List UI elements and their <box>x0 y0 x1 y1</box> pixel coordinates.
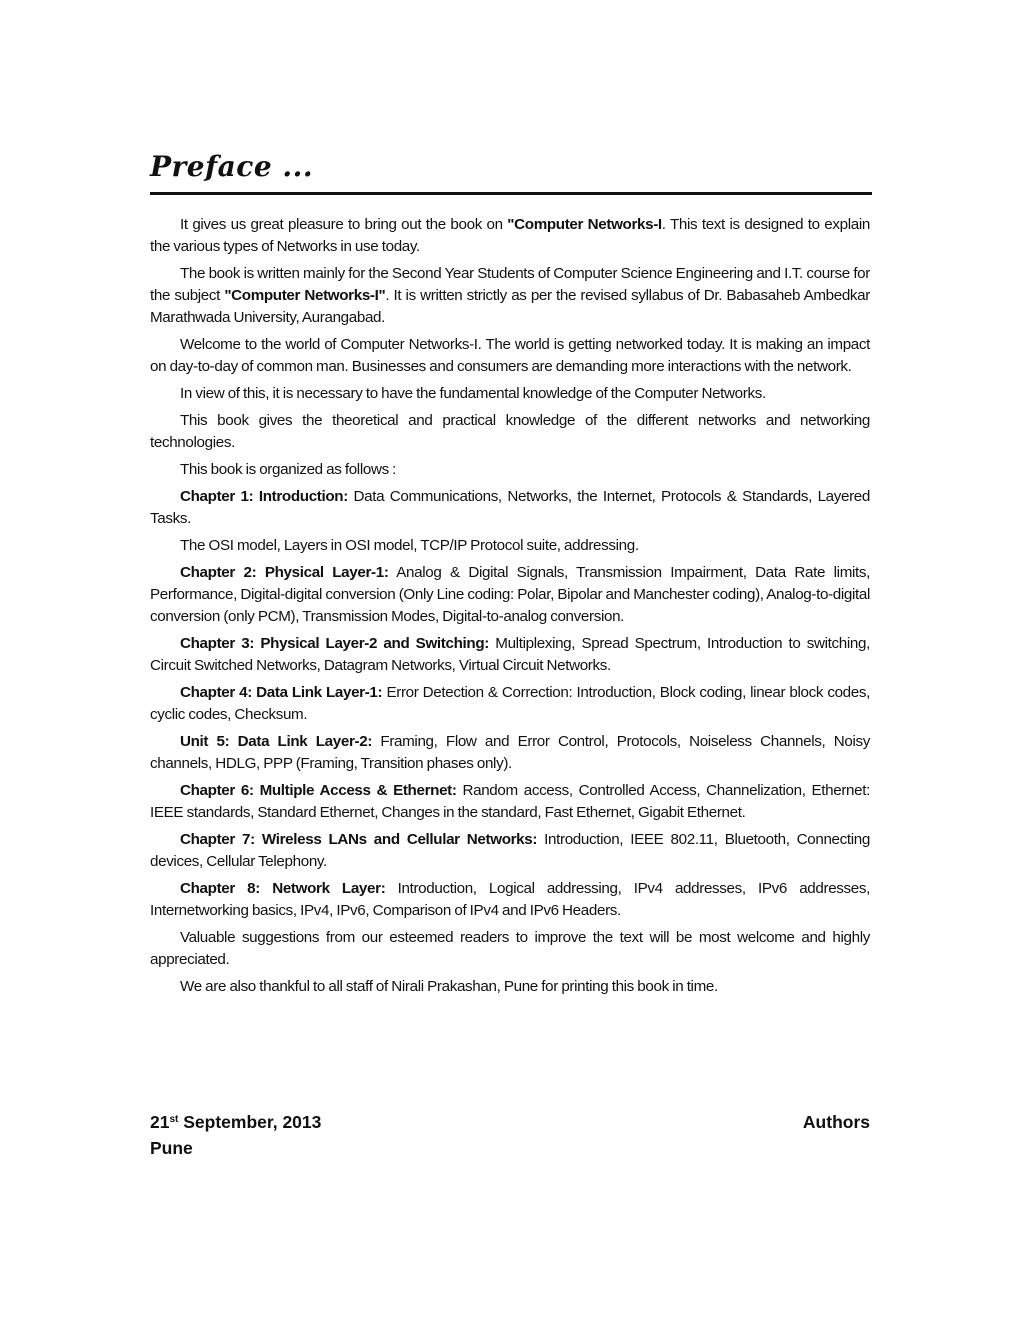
paragraph <box>150 535 870 557</box>
bold-lead-text: Chapter 8: Network Layer: <box>180 880 386 897</box>
bold-lead-text: Chapter 3: Physical Layer-2 and Switching: <box>180 635 489 652</box>
paragraph-text: This book gives the theoretical and practical knowledge of the different networks and networking technologies. <box>150 412 870 451</box>
paragraph <box>150 383 870 405</box>
paragraph <box>150 878 870 922</box>
bold-lead-text: "Computer Networks-I" <box>224 287 386 304</box>
paragraph <box>150 562 870 628</box>
paragraph <box>150 731 870 775</box>
paragraph <box>150 486 870 530</box>
paragraph-text: Welcome to the world of Computer Networks-I. The world is getting networked today. It is making an impact on day-to-day of common man. Businesses and consumers are demanding more interactions with the network. <box>150 336 870 375</box>
paragraph-text: The OSI model, Layers in OSI model, TCP/IP Protocol suite, addressing. <box>180 537 639 554</box>
paragraph-text: In view of this, it is necessary to have the fundamental knowledge of the Computer Networks. <box>180 385 766 402</box>
date-day: 21 <box>150 1112 170 1132</box>
paragraph <box>150 829 870 873</box>
paragraph <box>150 633 870 677</box>
paragraph-text: . It is written strictly as per the revised syllabus of Dr. Babasaheb Ambedkar Marathwada University, Aurangabad. <box>150 287 870 326</box>
paragraph <box>150 263 870 329</box>
paragraph-text: The book is written mainly for the Second Year Students of Computer Science Engineering and I.T. course for the subject <box>150 265 870 304</box>
paragraph-text: Multiplexing, Spread Spectrum, Introduction to switching, Circuit Switched Networks, Datagram Networks, Virtual Circuit Networks. <box>150 635 870 674</box>
paragraph <box>150 976 870 998</box>
bold-lead-text: Chapter 7: Wireless LANs and Cellular Networks: <box>180 831 538 848</box>
paragraph-text: Framing, Flow and Error Control, Protocols, Noiseless Channels, Noisy channels, HDLG, PPP (Framing, Transition phases only). <box>150 733 870 772</box>
paragraph <box>150 334 870 378</box>
paragraph <box>150 927 870 971</box>
paragraph <box>150 780 870 824</box>
paragraph-text: Introduction, Logical addressing, IPv4 addresses, IPv6 addresses, Internetworking basics, IPv4, IPv6, Comparison of IPv4 and IPv6 Headers. <box>150 880 870 919</box>
paragraph-text: . This text is designed to explain the various types of Networks in use today. <box>150 216 870 255</box>
paragraph-text: We are also thankful to all staff of Nirali Prakashan, Pune for printing this book in time. <box>180 978 718 995</box>
bold-lead-text: "Computer Networks-I <box>507 216 662 233</box>
paragraph <box>150 459 870 481</box>
paragraph-text: Error Detection & Correction: Introduction, Block coding, linear block codes, cyclic codes, Checksum. <box>150 684 870 723</box>
title-divider <box>150 192 872 195</box>
bold-lead-text: Chapter 4: Data Link Layer-1: <box>180 684 383 701</box>
place: Pune <box>150 1138 193 1158</box>
paragraph-text: Valuable suggestions from our esteemed readers to improve the text will be most welcome and highly appreciated. <box>150 929 870 968</box>
bold-lead-text: Chapter 6: Multiple Access & Ethernet: <box>180 782 457 799</box>
paragraph-text: It gives us great pleasure to bring out the book on <box>180 216 508 233</box>
bold-lead-text: Chapter 2: Physical Layer-1: <box>180 564 389 581</box>
page-title: Preface ... <box>150 150 314 183</box>
paragraph-text: Analog & Digital Signals, Transmission Impairment, Data Rate limits, Performance, Digital-digital conversion (Only Line coding: Polar, Bipolar and Manchester coding), Analog-to-digital conversion (only PCM), Transmission Modes, Digital-to-analog conversion. <box>150 564 870 625</box>
date-suffix: st <box>169 1114 179 1125</box>
paragraph-text: This book is organized as follows : <box>180 461 397 478</box>
date <box>150 1112 321 1133</box>
paragraph-text: Random access, Controlled Access, Channelization, Ethernet: IEEE standards, Standard Ethernet, Changes in the standard, Fast Ethernet, Gigabit Ethernet. <box>150 782 870 821</box>
signature-line <box>150 1112 870 1133</box>
date-rest: September, 2013 <box>178 1112 322 1132</box>
preface-body <box>150 214 870 1003</box>
authors-label: Authors <box>802 1112 870 1132</box>
bold-lead-text: Chapter 1: Introduction: <box>180 488 348 505</box>
paragraph-text: Introduction, IEEE 802.11, Bluetooth, Connecting devices, Cellular Telephony. <box>150 831 870 870</box>
paragraph <box>150 214 870 258</box>
bold-lead-text: Unit 5: Data Link Layer-2: <box>180 733 373 750</box>
paragraph <box>150 682 870 726</box>
paragraph <box>150 410 870 454</box>
paragraph-text: Data Communications, Networks, the Internet, Protocols & Standards, Layered Tasks. <box>150 488 871 527</box>
